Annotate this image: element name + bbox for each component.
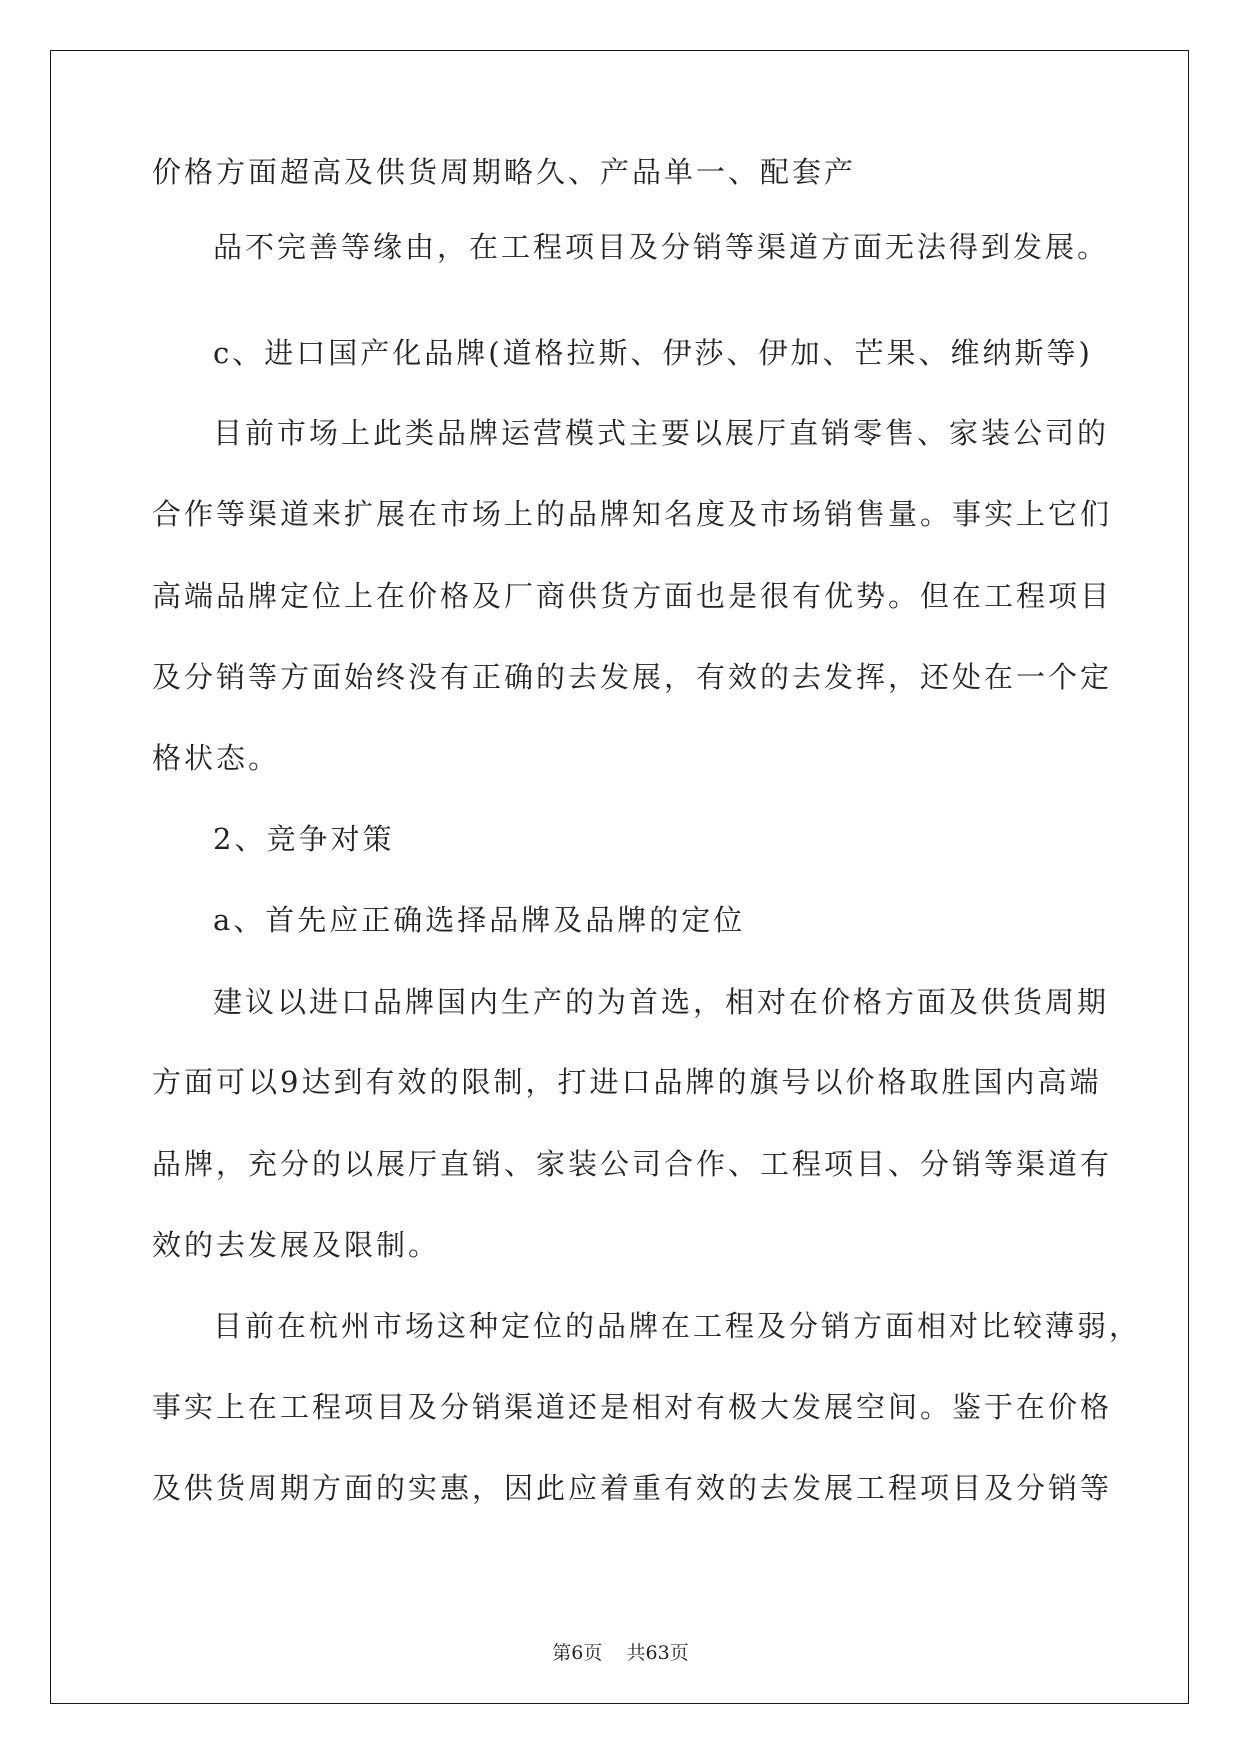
text-line: 价格方面超高及供货周期略久、产品单一、配套产 <box>152 155 857 189</box>
text-line: 效的去发展及限制。 <box>152 1228 441 1262</box>
page-footer <box>0 1638 1241 1665</box>
text-line: 方面可以9达到有效的限制，打进口品牌的旗号以价格取胜国内高端 <box>152 1065 1102 1099</box>
page-border <box>50 50 1189 1704</box>
text-line: 目前在杭州市场这种定位的品牌在工程及分销方面相对比较薄弱， <box>213 1309 1142 1343</box>
text-line: c、进口国产化品牌(道格拉斯、伊莎、伊加、芒果、维纳斯等) <box>213 336 1093 370</box>
text-line: 合作等渠道来扩展在市场上的品牌知名度及市场销售量。事实上它们 <box>152 497 1113 531</box>
text-line: 品牌，充分的以展厅直销、家装公司合作、工程项目、分销等渠道有 <box>152 1147 1113 1181</box>
text-line: 目前市场上此类品牌运营模式主要以展厅直销零售、家装公司的 <box>213 416 1110 450</box>
page-number: 第6页 <box>552 1642 603 1664</box>
text-line: 格状态。 <box>152 741 281 775</box>
text-line: 高端品牌定位上在价格及厂商供货方面也是很有优势。但在工程项目 <box>152 579 1113 613</box>
text-line: 及供货周期方面的实惠，因此应着重有效的去发展工程项目及分销等 <box>152 1471 1113 1505</box>
text-line: 品不完善等缘由，在工程项目及分销等渠道方面无法得到发展。 <box>213 230 1110 264</box>
page-total: 共63页 <box>626 1642 689 1664</box>
text-line: 2、竞争对策 <box>213 822 395 856</box>
text-line: a、首先应正确选择品牌及品牌的定位 <box>213 903 746 937</box>
text-line: 及分销等方面始终没有正确的去发展，有效的去发挥，还处在一个定 <box>152 660 1113 694</box>
text-line: 建议以进口品牌国内生产的为首选，相对在价格方面及供货周期 <box>213 985 1110 1019</box>
text-line: 事实上在工程项目及分销渠道还是相对有极大发展空间。鉴于在价格 <box>152 1390 1113 1424</box>
